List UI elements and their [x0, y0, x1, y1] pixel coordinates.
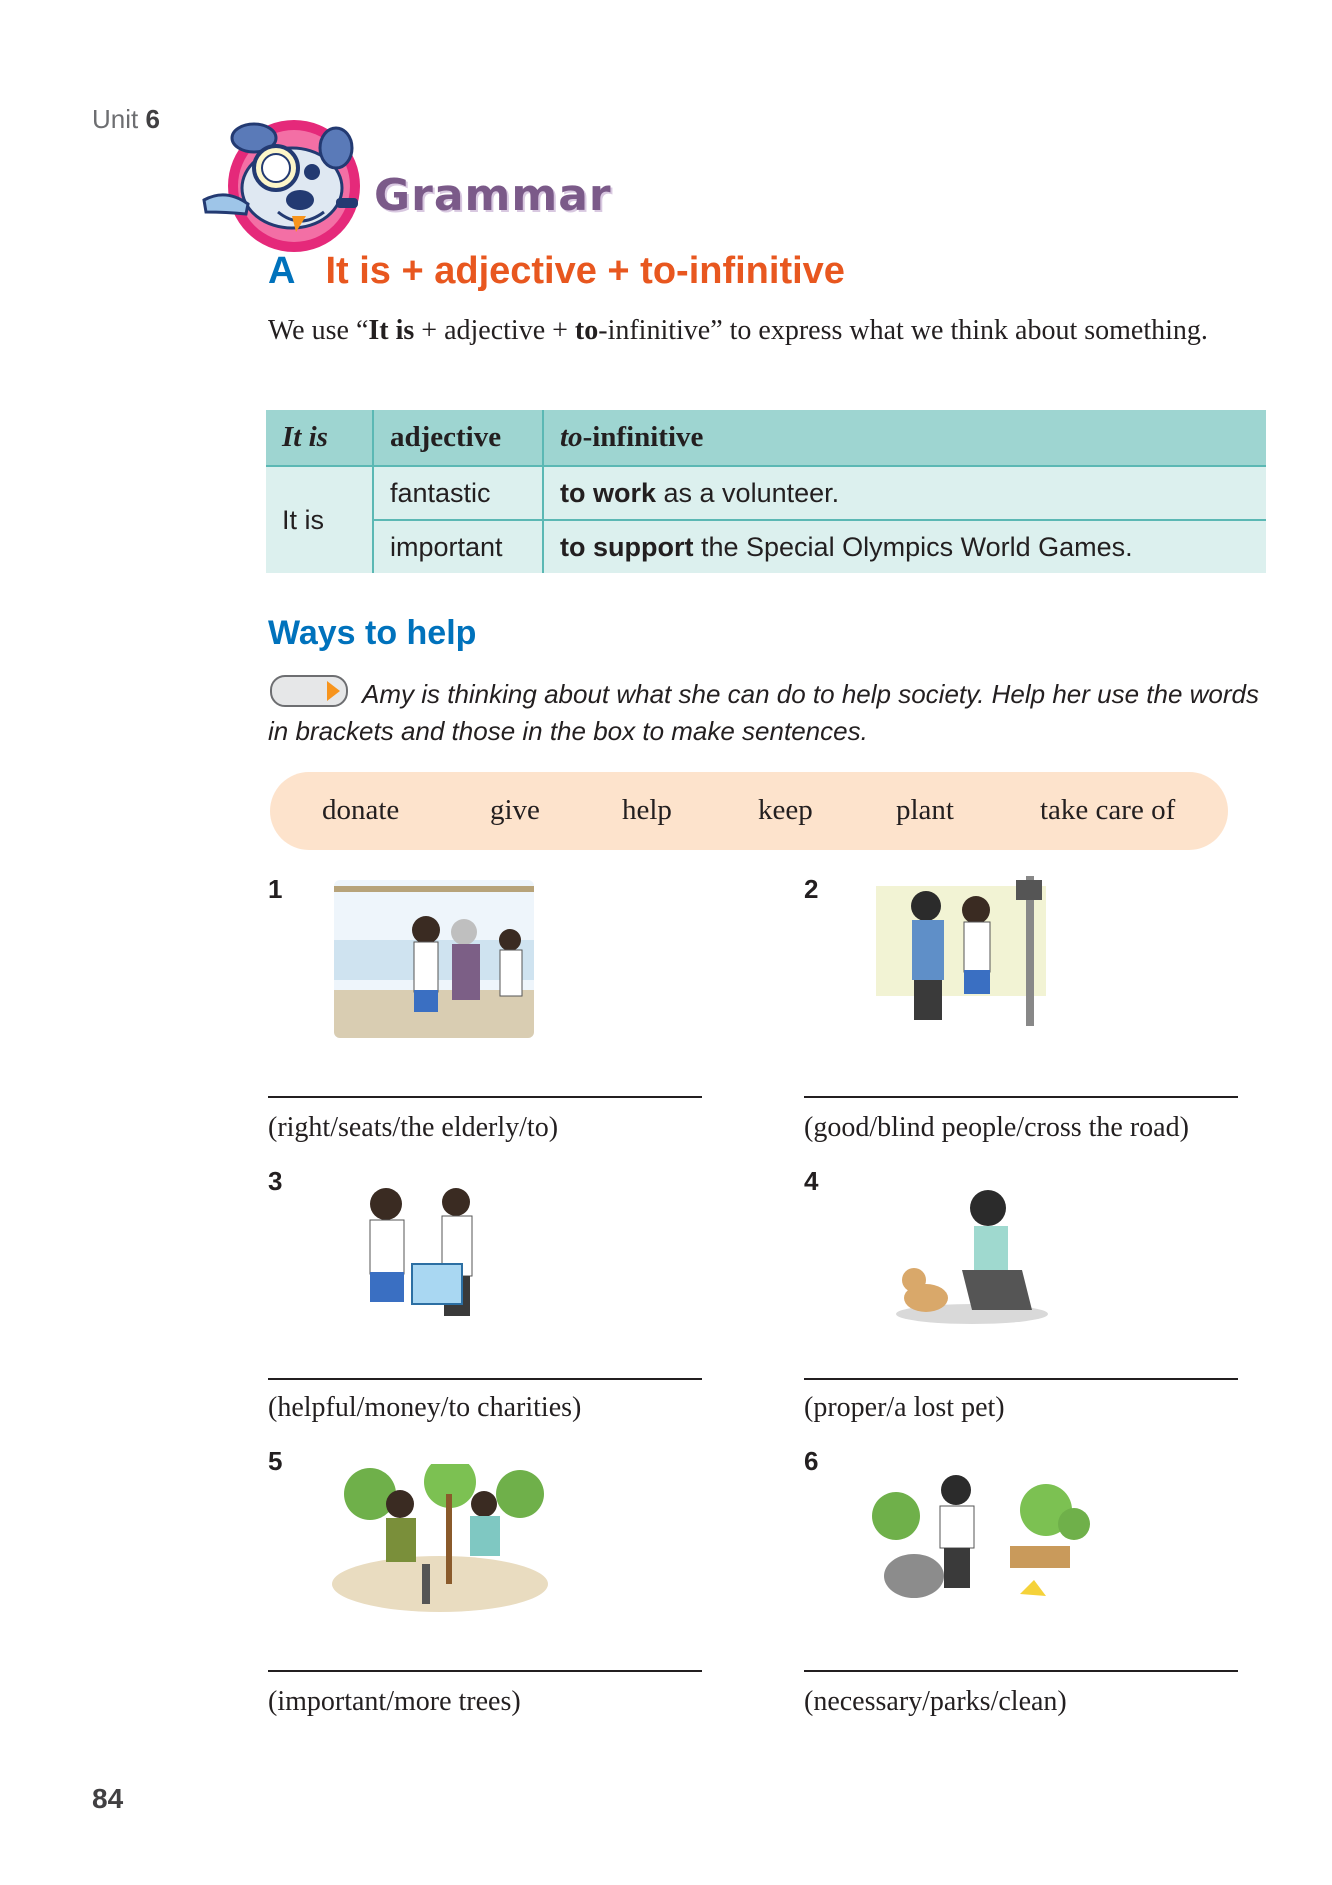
answer-line[interactable] [268, 1670, 702, 1672]
table-cell-adjective: important [373, 520, 543, 573]
word-box-item: help [622, 794, 672, 826]
question-number: 6 [804, 1446, 819, 1476]
table-cell-infinitive: to support the Special Olympics World Games. [543, 520, 1266, 573]
exercise-cue: (helpful/money/to charities) [268, 1392, 582, 1423]
question-number: 3 [268, 1166, 283, 1196]
table-row [266, 520, 1266, 573]
question-number: 2 [804, 874, 819, 904]
exercise-cue: (proper/a lost pet) [804, 1392, 1005, 1423]
answer-line[interactable] [804, 1670, 1238, 1672]
answer-line[interactable] [804, 1378, 1238, 1380]
word-box [270, 772, 1228, 850]
table-cell-infinitive: to work as a volunteer. [543, 466, 1266, 520]
park-cleanup-illustration-icon [870, 1470, 1090, 1614]
exercise-cue: (important/more trees) [268, 1686, 521, 1717]
answer-line[interactable] [804, 1096, 1238, 1098]
question-number: 4 [804, 1166, 819, 1196]
table-header-row [266, 410, 1266, 466]
audio-play-button[interactable] [270, 675, 348, 707]
instruction-text: Amy is thinking about what she can do to help society. Help her use the words in brackets and those in the box to make sentences. [268, 679, 1260, 746]
unit-number: 6 [145, 104, 160, 134]
answer-line[interactable] [268, 1096, 702, 1098]
word-box-item: give [490, 794, 540, 826]
table-header-cell: adjective [373, 410, 543, 466]
section-a-heading [268, 250, 845, 293]
answer-line[interactable] [268, 1378, 702, 1380]
section-a-title: It is + adjective + to-infinitive [325, 250, 845, 292]
table-header-cell: It is [266, 410, 373, 466]
exercise-cue: (right/seats/the elderly/to) [268, 1112, 559, 1143]
lost-pet-illustration-icon [892, 1186, 1048, 1328]
table-header-cell: to-infinitive [543, 410, 1266, 466]
bus-seat-illustration-icon [334, 880, 534, 1038]
question-number: 1 [268, 874, 283, 904]
table-subject-cell: It is [266, 466, 373, 573]
word-box-item: plant [896, 794, 954, 826]
word-box-item: take care of [1040, 794, 1176, 826]
page-number: 84 [92, 1783, 124, 1814]
table-row [266, 466, 1266, 520]
exercise-cue: (necessary/parks/clean) [804, 1686, 1067, 1717]
table-cell-adjective: fantastic [373, 466, 543, 520]
intro-paragraph: We use “It is + adjective + to-infinitive” to express what we think about something. [268, 315, 1208, 346]
section-letter: A [268, 250, 296, 292]
charity-donation-illustration-icon [356, 1180, 492, 1322]
grammar-table [266, 410, 1266, 573]
exercise-cue: (good/blind people/cross the road) [804, 1112, 1189, 1143]
ways-heading: Ways to help [268, 614, 477, 652]
word-box-item: donate [322, 794, 400, 826]
magnifier-dog-logo-icon [196, 108, 366, 256]
question-number: 5 [268, 1446, 283, 1476]
tree-planting-illustration-icon [330, 1464, 550, 1614]
unit-label: Unit 6 [92, 104, 160, 134]
play-icon [327, 681, 340, 701]
crossing-road-illustration-icon [876, 876, 1066, 1036]
word-box-item: keep [758, 794, 813, 826]
section-title: Grammar [374, 170, 612, 221]
